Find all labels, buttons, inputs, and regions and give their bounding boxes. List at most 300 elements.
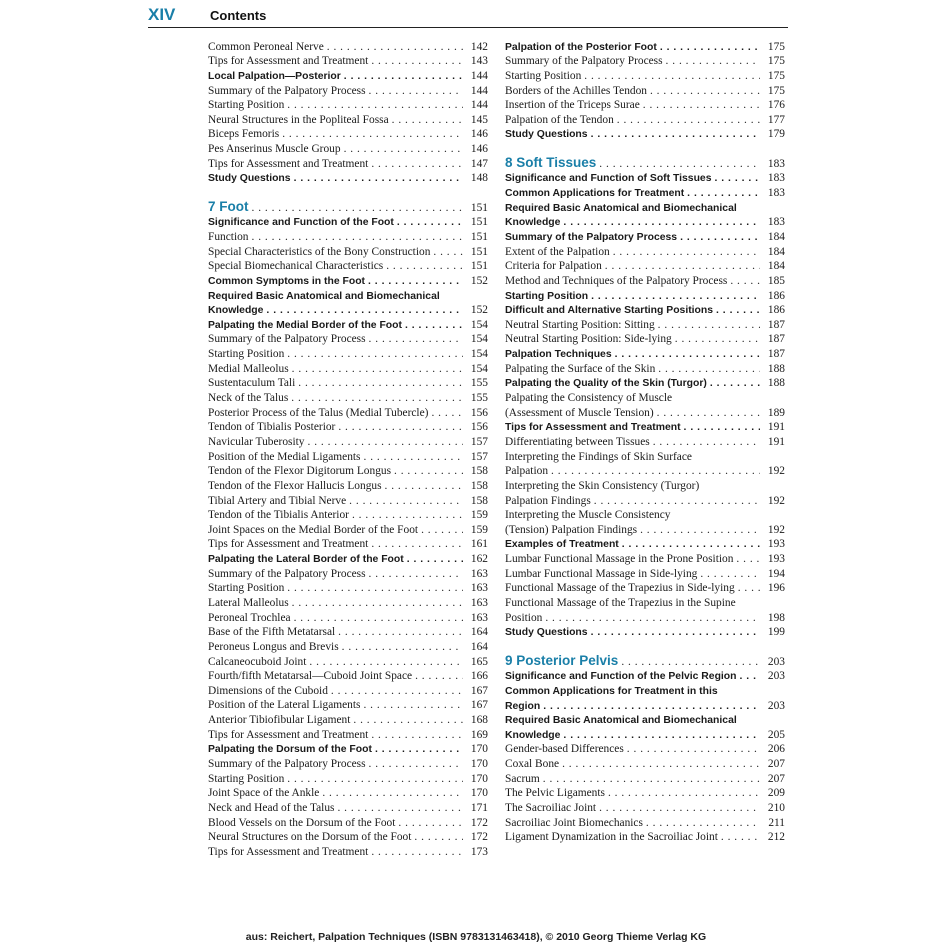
toc-entry [208, 536, 488, 551]
toc-entry [208, 521, 488, 536]
toc-entry-title: Fourth/fifth Metatarsal—Cuboid Joint Space [208, 670, 413, 683]
toc-entry-page: 179 [767, 128, 785, 141]
toc-entry-title: Palpation Techniques [505, 349, 612, 361]
toc-entry [208, 580, 488, 595]
toc-entry [505, 814, 785, 829]
toc-entry-page: 187 [767, 333, 785, 346]
toc-entry [208, 711, 488, 726]
toc-entry [208, 477, 488, 492]
toc-entry [208, 287, 488, 302]
dot-leader [344, 143, 463, 155]
toc-entry-title: The Pelvic Ligaments [505, 787, 605, 800]
toc-entry-title: Borders of the Achilles Tendon [505, 84, 647, 97]
toc-entry-page: 206 [767, 743, 785, 756]
toc-entry [505, 184, 785, 199]
toc-entry-page: 183 [767, 172, 785, 185]
toc-entry [208, 726, 488, 741]
toc-entry-page: 187 [767, 348, 785, 361]
toc-entry-title: Knowledge [505, 217, 561, 229]
toc-entry-title: Criteria for Palpation [505, 260, 602, 273]
toc-entry [208, 682, 488, 697]
dot-leader [543, 773, 760, 785]
toc-entry-title: Tips for Assessment and Treatment [505, 422, 681, 434]
toc-entry-page: 158 [470, 465, 488, 478]
dot-leader [338, 626, 463, 638]
toc-entry-page: 193 [767, 538, 785, 551]
toc-entry-page: 209 [767, 787, 785, 800]
dot-leader [294, 173, 463, 184]
toc-entry-page: 184 [767, 260, 785, 273]
toc-entry [208, 843, 488, 858]
toc-entry-page: 167 [470, 699, 488, 712]
toc-entry [208, 243, 488, 258]
toc-entry-title: (Tension) Palpation Findings [505, 523, 638, 536]
toc-entry-page: 144 [470, 99, 488, 112]
toc-entry-page: 175 [767, 55, 785, 68]
toc-entry [505, 726, 785, 741]
toc-entry-title: Anterior Tibiofibular Ligament [208, 714, 351, 727]
toc-entry [505, 302, 785, 317]
toc-entry-page: 183 [767, 157, 785, 170]
toc-entry-page: 183 [767, 187, 785, 200]
page-number: XIV [148, 5, 176, 24]
toc-entry [208, 609, 488, 624]
dot-leader [394, 465, 463, 477]
dot-leader [371, 158, 463, 170]
dot-leader [363, 699, 463, 711]
toc-entry-title: Blood Vessels on the Dorsum of the Foot [208, 816, 396, 829]
toc-entry [505, 521, 785, 536]
toc-entry [208, 302, 488, 317]
toc-entry [208, 755, 488, 770]
toc-entry [208, 53, 488, 68]
toc-entry-title: Joint Spaces on the Medial Border of the Foot [208, 523, 419, 536]
toc-entry-page: 172 [470, 831, 488, 844]
dot-leader [252, 202, 464, 214]
toc-entry [208, 638, 488, 653]
toc-entry-page: 163 [470, 582, 488, 595]
toc-entry-page: 184 [767, 230, 785, 243]
toc-entry [208, 126, 488, 141]
dot-leader [375, 744, 463, 755]
toc-entry-title: 9 Posterior Pelvis [505, 652, 619, 668]
toc-entry [505, 829, 785, 844]
toc-entry [208, 492, 488, 507]
dot-leader [591, 627, 760, 638]
dot-leader [563, 730, 760, 741]
toc-entry-title: Palpation [505, 465, 549, 478]
toc-entry [208, 111, 488, 126]
dot-leader [617, 114, 760, 126]
toc-entry-page: 154 [470, 348, 488, 361]
toc-entry-page: 155 [470, 377, 488, 390]
toc-entry-title: Special Characteristics of the Bony Construction [208, 245, 431, 258]
toc-entry-title: Required Basic Anatomical and Biomechanical [505, 715, 737, 727]
toc-entry [505, 53, 785, 68]
toc-entry-page: 147 [470, 157, 488, 170]
toc-entry [208, 507, 488, 522]
toc-entry-page: 151 [470, 260, 488, 273]
toc-entry-title: Tendon of the Flexor Digitorum Longus [208, 465, 392, 478]
toc-entry-page: 205 [767, 728, 785, 741]
dot-leader [298, 377, 463, 389]
dot-leader [591, 291, 760, 302]
toc-entry-title: Palpating the Lateral Border of the Foot [208, 554, 404, 566]
toc-entry-page: 168 [470, 714, 488, 727]
toc-entry-title: Sustentaculum Tali [208, 377, 296, 390]
toc-entry-page: 184 [767, 245, 785, 258]
dot-leader [353, 714, 463, 726]
dot-leader [371, 55, 463, 67]
toc-entry-title: Palpating the Consistency of Muscle [505, 392, 673, 405]
toc-entry [208, 228, 488, 243]
toc-entry-page: 155 [470, 392, 488, 405]
toc-entry [505, 126, 785, 141]
toc-entry-page: 144 [470, 84, 488, 97]
copyright-footer: aus: Reichert, Palpation Techniques (ISBN 9783131463418), © 2010 Georg Thieme Verlag KG [245, 931, 707, 943]
toc-entry [208, 38, 488, 53]
toc-entry-page: 151 [470, 201, 488, 214]
dot-leader [282, 128, 463, 140]
toc-entry-page: 173 [470, 845, 488, 858]
toc-entry-title: Method and Techniques of the Palpatory Process [505, 274, 728, 287]
dot-leader [371, 538, 463, 550]
toc-entry-page: 146 [470, 143, 488, 156]
dot-leader [287, 773, 463, 785]
dot-leader [431, 407, 463, 419]
toc-entry-title: Interpreting the Skin Consistency (Turgor) [505, 479, 700, 492]
toc-entry-page: 207 [767, 772, 785, 785]
toc-entry [505, 243, 785, 258]
toc-entry [505, 492, 785, 507]
toc-entry [505, 755, 785, 770]
dot-leader [605, 260, 760, 272]
toc-entry-page: 188 [767, 362, 785, 375]
toc-entry [505, 345, 785, 360]
dot-leader [287, 582, 463, 594]
toc-entry-title: Tibial Artery and Tibial Nerve [208, 494, 347, 507]
toc-entry-title: Biceps Femoris [208, 128, 280, 141]
toc-entry-page: 188 [767, 377, 785, 390]
toc-entry [505, 97, 785, 112]
toc-entry [505, 682, 785, 697]
dot-leader [364, 451, 464, 463]
toc-entry-title: Common Applications for Treatment [505, 188, 685, 200]
toc-entry-page: 159 [470, 509, 488, 522]
dot-leader [352, 509, 463, 521]
toc-entry-page: 163 [470, 567, 488, 580]
toc-entry-title: Neural Structures on the Dorsum of the Foot [208, 831, 412, 844]
dot-leader [291, 392, 463, 404]
toc-entry-page: 156 [470, 421, 488, 434]
toc-entry [208, 829, 488, 844]
toc-entry-title: Summary of the Palpatory Process [505, 55, 663, 68]
toc-entry [208, 594, 488, 609]
toc-entry-title: Calcaneocuboid Joint [208, 655, 307, 668]
toc-entry [505, 199, 785, 214]
toc-entry-page: 193 [767, 553, 785, 566]
toc-entry-title: Peroneus Longus and Brevis [208, 640, 339, 653]
toc-entry-page: 157 [470, 435, 488, 448]
toc-entry-page: 154 [470, 362, 488, 375]
dot-leader [613, 246, 760, 258]
toc-entry-page: 186 [767, 289, 785, 302]
toc-entry-title: Required Basic Anatomical and Biomechanical [208, 290, 440, 302]
toc-entry-page: 158 [470, 494, 488, 507]
toc-entry [505, 770, 785, 785]
toc-entry-page: 169 [470, 728, 488, 741]
toc-entry [505, 433, 785, 448]
toc-entry-page: 151 [470, 245, 488, 258]
dot-leader [342, 641, 463, 653]
toc-entry [208, 316, 488, 331]
toc-entry-page: 165 [470, 655, 488, 668]
toc-entry-title: Lumbar Functional Massage in Side-lying [505, 567, 698, 580]
dot-leader [658, 363, 760, 375]
toc-entry-page: 191 [767, 421, 785, 434]
toc-entry-title: Joint Space of the Ankle [208, 787, 320, 800]
toc-entry-title: Position of the Medial Ligaments [208, 450, 361, 463]
toc-entry [208, 433, 488, 448]
dot-leader [371, 729, 463, 741]
toc-entry-title: Sacrum [505, 772, 540, 785]
toc-entry-page: 203 [767, 699, 785, 712]
toc-column-right [505, 38, 785, 843]
dot-leader [627, 743, 760, 755]
toc-entry-title: Palpation Findings [505, 494, 591, 507]
toc-entry [505, 609, 785, 624]
toc-entry-title: Starting Position [208, 99, 285, 112]
toc-entry-page: 175 [767, 84, 785, 97]
dot-leader [643, 99, 760, 111]
dot-leader [543, 701, 760, 712]
toc-entry [505, 785, 785, 800]
dot-leader [660, 42, 760, 53]
toc-entry-title: Significance and Function of Soft Tissues [505, 173, 712, 185]
dot-leader [386, 260, 463, 272]
dot-leader [421, 524, 463, 536]
toc-entry-page: 170 [470, 758, 488, 771]
toc-entry-title: Coxal Bone [505, 758, 560, 771]
dot-leader [433, 246, 463, 258]
toc-chapter-heading [208, 184, 488, 213]
toc-entry-page: 154 [470, 318, 488, 331]
toc-entry-title: Common Peroneal Nerve [208, 40, 324, 53]
dot-leader [715, 173, 761, 184]
toc-entry [208, 814, 488, 829]
toc-entry-page: 163 [470, 597, 488, 609]
toc-entry-page: 163 [470, 611, 488, 624]
toc-entry [208, 258, 488, 273]
toc-entry-page: 151 [470, 216, 488, 229]
dot-leader [292, 597, 463, 609]
toc-entry [505, 565, 785, 580]
toc-entry-title: Palpating the Surface of the Skin [505, 362, 656, 375]
toc-entry-page: 177 [767, 113, 785, 126]
toc-entry [505, 594, 785, 609]
dot-leader [594, 495, 760, 507]
dot-leader [721, 831, 760, 843]
toc-entry-title: Sacroiliac Joint Biomechanics [505, 816, 643, 829]
toc-entry-title: Insertion of the Triceps Surae [505, 99, 640, 112]
running-head-title: Contents [210, 8, 267, 23]
dot-leader [666, 55, 760, 67]
toc-entry-page: 185 [767, 274, 785, 287]
toc-entry-title: Tips for Assessment and Treatment [208, 728, 369, 741]
dot-leader [562, 758, 760, 770]
toc-entry-title: Special Biomechanical Characteristics [208, 260, 384, 273]
toc-entry [505, 741, 785, 756]
toc-entry-title: Lumbar Functional Massage in the Prone Position [505, 553, 734, 566]
dot-leader [563, 217, 760, 228]
toc-entry-page: 152 [470, 304, 488, 317]
toc-entry-title: Study Questions [505, 129, 588, 141]
toc-entry [505, 580, 785, 595]
dot-leader [591, 129, 760, 140]
toc-entry-title: Posterior Process of the Talus (Medial Tubercle) [208, 406, 429, 419]
dot-leader [397, 217, 463, 228]
toc-entry-title: Palpating the Quality of the Skin (Turgor) [505, 378, 707, 390]
dot-leader [287, 99, 463, 111]
dot-leader [657, 407, 760, 419]
dot-leader [710, 378, 760, 389]
dot-leader [599, 802, 760, 814]
toc-entry-title: Tips for Assessment and Treatment [208, 845, 369, 858]
toc-entry-title: Neck of the Talus [208, 392, 289, 405]
toc-entry-page: 148 [470, 172, 488, 185]
toc-entry [208, 155, 488, 170]
toc-entry-page: 210 [767, 801, 785, 814]
toc-entry-title: Significance and Function of the Foot [208, 217, 394, 229]
toc-entry-title: Extent of the Palpation [505, 245, 610, 258]
dot-leader [405, 320, 463, 331]
dot-leader [680, 232, 760, 243]
toc-entry [505, 697, 785, 712]
toc-entry-page: 159 [470, 523, 488, 536]
dot-leader [292, 363, 463, 375]
toc-entry-title: Knowledge [505, 729, 561, 741]
toc-entry-page: 192 [767, 494, 785, 507]
toc-entry-page: 212 [767, 831, 785, 844]
toc-entry-page: 192 [767, 465, 785, 478]
toc-entry-title: Base of the Fifth Metatarsal [208, 626, 336, 639]
toc-entry [505, 389, 785, 404]
dot-leader [407, 554, 463, 565]
toc-entry-page: 187 [767, 318, 785, 331]
toc-entry [505, 404, 785, 419]
dot-leader [608, 787, 760, 799]
toc-entry [208, 550, 488, 565]
toc-entry-title: Examples of Treatment [505, 539, 619, 551]
toc-entry-title: 7 Foot [208, 198, 249, 214]
toc-entry-page: 207 [767, 758, 785, 771]
dot-leader [308, 436, 464, 448]
dot-leader [700, 568, 760, 580]
toc-entry-title: Neutral Starting Position: Side-lying [505, 333, 672, 346]
toc-entry [208, 331, 488, 346]
toc-entry [505, 214, 785, 229]
dot-leader [640, 524, 760, 536]
dot-leader [584, 70, 760, 82]
toc-entry-title: Ligament Dynamization in the Sacroiliac Joint [505, 831, 718, 844]
toc-entry-title: Required Basic Anatomical and Biomechanical [505, 202, 737, 214]
toc-entry [505, 624, 785, 639]
toc-entry-page: 154 [470, 333, 488, 346]
toc-entry-page: 164 [470, 626, 488, 639]
toc-entry-page: 151 [470, 230, 488, 243]
toc-entry-page: 145 [470, 113, 488, 126]
toc-entry-page: 191 [767, 435, 785, 448]
dot-leader [369, 333, 463, 345]
dot-leader [266, 305, 463, 316]
toc-entry-title: Interpreting the Muscle Consistency [505, 509, 671, 522]
toc-entry-title: Starting Position [208, 772, 285, 785]
toc-entry-page: 172 [470, 816, 488, 829]
toc-entry-title: Navicular Tuberosity [208, 435, 305, 448]
toc-entry [208, 214, 488, 229]
toc-entry-title: (Assessment of Muscle Tension) [505, 406, 654, 419]
dot-leader [650, 85, 760, 97]
toc-entry [505, 38, 785, 53]
toc-entry [505, 82, 785, 97]
toc-entry [208, 799, 488, 814]
toc-entry [505, 272, 785, 287]
dot-leader [371, 846, 463, 858]
toc-entry-title: Starting Position [208, 582, 285, 595]
toc-entry-page: 194 [767, 567, 785, 580]
toc-entry [208, 170, 488, 185]
toc-entry-title: Palpating the Medial Border of the Foot [208, 319, 402, 331]
dot-leader [398, 817, 463, 829]
toc-entry [505, 316, 785, 331]
toc-entry-page: 171 [470, 801, 488, 814]
toc-entry-page: 144 [470, 69, 488, 82]
dot-leader [545, 612, 760, 624]
toc-entry-title: Significance and Function of the Pelvic Region [505, 671, 737, 683]
toc-entry [505, 550, 785, 565]
toc-entry-page: 189 [767, 406, 785, 419]
toc-entry-page: 199 [767, 626, 785, 639]
toc-entry-title: Neural Structures in the Popliteal Fossa [208, 113, 389, 126]
toc-entry-page: 175 [767, 69, 785, 82]
toc-entry [505, 536, 785, 551]
toc-entry-page: 146 [470, 128, 488, 141]
toc-entry-page: 196 [767, 582, 785, 595]
dot-leader [368, 276, 463, 287]
dot-leader [331, 685, 463, 697]
toc-entry [208, 389, 488, 404]
dot-leader [337, 802, 463, 814]
toc-entry [208, 419, 488, 434]
toc-entry-title: Region [505, 700, 541, 712]
dot-leader [684, 422, 760, 433]
toc-entry-page: 203 [767, 655, 785, 668]
toc-entry-title: Medial Malleolus [208, 362, 289, 375]
toc-entry-page: 211 [768, 816, 785, 829]
toc-entry [208, 140, 488, 155]
dot-leader [736, 553, 760, 565]
toc-entry [505, 375, 785, 390]
toc-entry-page: 157 [470, 450, 488, 463]
toc-entry-title: Function [208, 230, 249, 243]
toc-entry-title: 8 Soft Tissues [505, 154, 597, 170]
toc-entry-title: Starting Position [208, 348, 285, 361]
dot-leader [675, 333, 760, 345]
toc-entry [208, 345, 488, 360]
toc-entry-title: Starting Position [505, 69, 582, 82]
toc-entry-title: Study Questions [208, 173, 291, 185]
toc-entry-title: Summary of the Palpatory Process [208, 758, 366, 771]
